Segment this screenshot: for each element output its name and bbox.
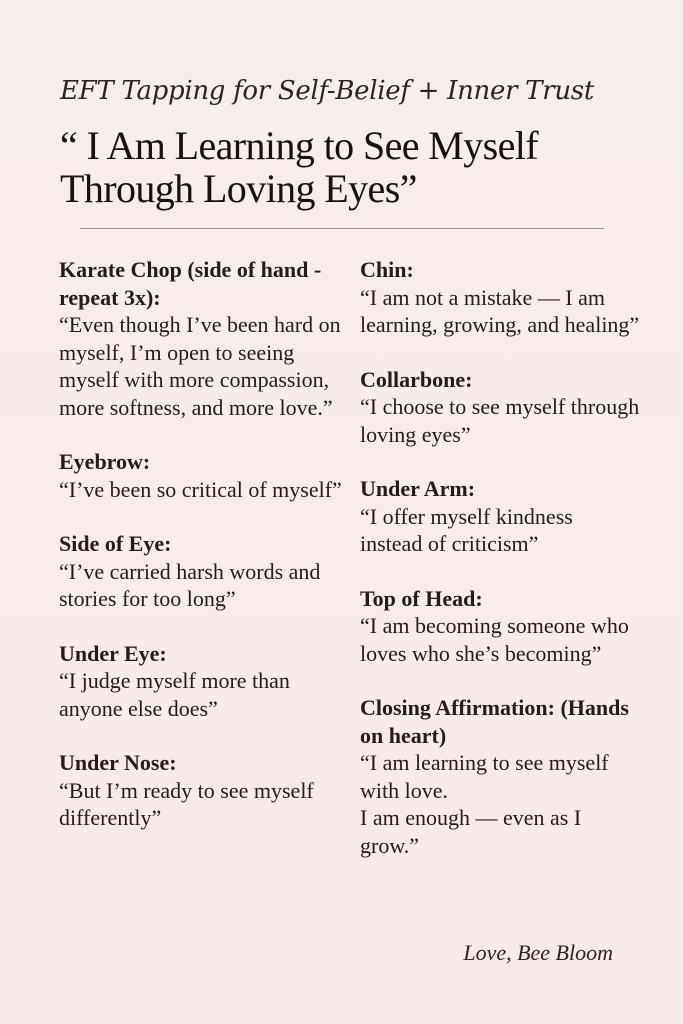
page-subtitle: EFT Tapping for Self-Belief + Inner Trust xyxy=(60,76,594,106)
tapping-point-under-eye xyxy=(59,640,344,723)
right-column xyxy=(360,256,640,886)
tapping-point-phrase: “I am not a mistake — I am learning, growing, and healing” xyxy=(360,284,640,337)
tapping-point-karate-chop xyxy=(59,256,344,421)
tapping-point-label: Side of Eye: xyxy=(59,531,172,556)
tapping-point-label: Under Arm: xyxy=(360,476,476,501)
tapping-point-phrase: “I’ve carried harsh words and stories for too long” xyxy=(59,558,321,611)
tapping-point-label: Under Eye: xyxy=(59,640,167,666)
tapping-point-label: Closing Affirmation: (Hands on heart) xyxy=(360,695,629,748)
tapping-point-phrase: “I offer myself kindness instead of criticism” xyxy=(360,503,573,556)
tapping-point-side-of-eye xyxy=(59,530,344,613)
closing-affirmation xyxy=(360,694,640,859)
tapping-point-top-of-head xyxy=(360,585,640,668)
tapping-point-phrase: “I’ve been so critical of myself” xyxy=(59,476,342,502)
title-divider xyxy=(80,228,604,229)
tapping-point-phrase: “But I’m ready to see myself differently” xyxy=(59,777,314,830)
tapping-point-phrase: “Even though I’ve been hard on myself, I’m open to seeing myself with more compassion, more softness, and more love.” xyxy=(59,312,341,420)
tapping-point-phrase: “I am learning to see myself with love. I am enough — even as I grow.” xyxy=(360,750,609,858)
tapping-point-collarbone xyxy=(360,366,640,449)
page-title: “ I Am Learning to See Myself Through Loving Eyes” xyxy=(60,123,539,211)
signature: Love, Bee Bloom xyxy=(463,940,613,965)
tapping-point-label: Under Nose: xyxy=(59,750,177,775)
tapping-point-phrase: “I am becoming someone who loves who she’s becoming” xyxy=(360,613,629,666)
tapping-point-under-nose xyxy=(59,749,344,832)
tapping-point-label: Top of Head: xyxy=(360,585,483,611)
tapping-point-label: Collarbone: xyxy=(360,366,473,392)
tapping-point-under-arm xyxy=(360,475,640,558)
tapping-point-label: Chin: xyxy=(360,257,414,282)
tapping-point-label: Karate Chop (side of hand - repeat 3x): xyxy=(59,257,322,310)
tapping-point-phrase: “I judge myself more than anyone else does” xyxy=(59,668,290,721)
left-column xyxy=(59,256,344,859)
tapping-point-chin xyxy=(360,256,640,339)
tapping-point-eyebrow xyxy=(59,448,344,503)
tapping-point-phrase: “I choose to see myself through loving eyes” xyxy=(360,394,640,447)
tapping-point-label: Eyebrow: xyxy=(59,449,151,474)
